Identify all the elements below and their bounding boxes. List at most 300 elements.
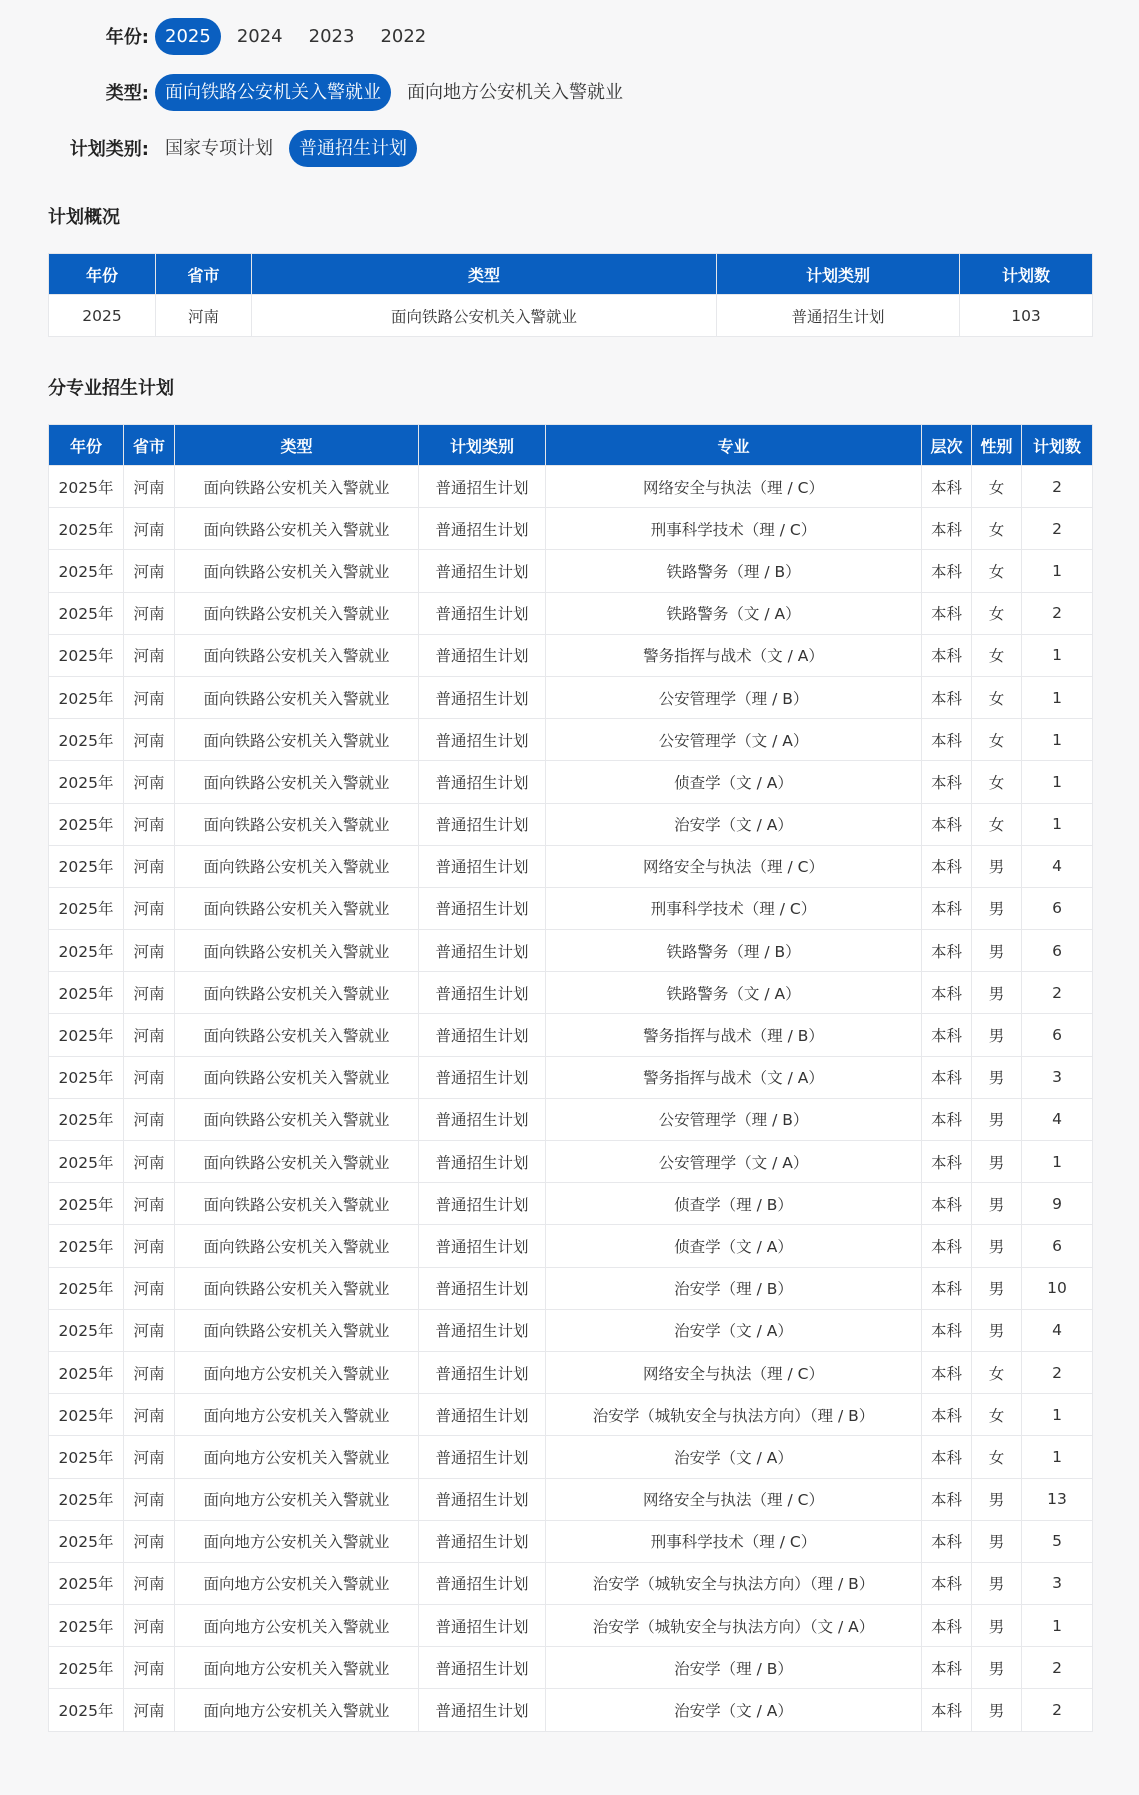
table-cell: 2025年 [49, 1014, 124, 1056]
overview-title: 计划概况 [48, 207, 120, 228]
table-cell: 2025年 [49, 1141, 124, 1183]
table-cell: 2025年 [49, 1394, 124, 1436]
plan-filter-label: 计划类别: [69, 139, 149, 160]
table-cell: 治安学（文 / A） [546, 1689, 922, 1731]
table-cell: 4 [1022, 1309, 1093, 1351]
table-cell: 女 [972, 761, 1022, 803]
overview-table [48, 253, 1093, 337]
table-cell: 男 [972, 1562, 1022, 1604]
table-cell: 本科 [922, 1351, 972, 1393]
table-cell: 2025年 [49, 972, 124, 1014]
table-cell: 2 [1022, 508, 1093, 550]
plan-options [155, 130, 417, 167]
table-cell: 本科 [922, 634, 972, 676]
table-cell: 女 [972, 1351, 1022, 1393]
table-cell: 河南 [124, 1436, 175, 1478]
table-cell: 面向地方公安机关入警就业 [175, 1394, 419, 1436]
table-cell: 本科 [922, 1478, 972, 1520]
table-cell: 本科 [922, 845, 972, 887]
table-row [49, 1605, 1093, 1647]
table-cell: 普通招生计划 [419, 845, 546, 887]
table-cell: 普通招生计划 [419, 592, 546, 634]
table-cell: 面向铁路公安机关入警就业 [175, 1014, 419, 1056]
table-cell: 面向地方公安机关入警就业 [175, 1647, 419, 1689]
table-cell: 男 [972, 1056, 1022, 1098]
table-cell: 面向铁路公安机关入警就业 [175, 972, 419, 1014]
table-cell: 2025年 [49, 845, 124, 887]
table-cell: 河南 [124, 1647, 175, 1689]
table-cell: 刑事科学技术（理 / C） [546, 508, 922, 550]
table-cell: 本科 [922, 972, 972, 1014]
table-cell: 普通招生计划 [717, 295, 960, 337]
table-cell: 公安管理学（文 / A） [546, 719, 922, 761]
table-cell: 2025年 [49, 930, 124, 972]
table-cell: 治安学（文 / A） [546, 1436, 922, 1478]
table-cell: 河南 [124, 508, 175, 550]
table-row [49, 972, 1093, 1014]
table-cell: 警务指挥与战术（文 / A） [546, 634, 922, 676]
table-cell: 本科 [922, 803, 972, 845]
table-cell: 治安学（理 / B） [546, 1267, 922, 1309]
table-cell: 本科 [922, 676, 972, 718]
table-cell: 河南 [124, 1098, 175, 1140]
table-cell: 4 [1022, 845, 1093, 887]
table-row [49, 845, 1093, 887]
table-cell: 2025年 [49, 887, 124, 929]
table-cell: 1 [1022, 1141, 1093, 1183]
table-cell: 男 [972, 1183, 1022, 1225]
table-cell: 2025年 [49, 676, 124, 718]
table-cell: 4 [1022, 1098, 1093, 1140]
year-option[interactable]: 2024 [236, 25, 283, 47]
table-cell: 1 [1022, 676, 1093, 718]
overview-header-cell: 计划类别 [717, 254, 960, 295]
table-row [49, 676, 1093, 718]
table-cell: 2025年 [49, 719, 124, 761]
table-cell: 普通招生计划 [419, 1309, 546, 1351]
table-cell: 2 [1022, 466, 1093, 508]
table-cell: 2025年 [49, 1520, 124, 1562]
table-cell: 女 [972, 634, 1022, 676]
table-row [49, 1689, 1093, 1731]
year-option[interactable]: 2025 [155, 18, 221, 55]
year-options [155, 18, 436, 55]
table-cell: 面向铁路公安机关入警就业 [175, 592, 419, 634]
table-cell: 普通招生计划 [419, 1225, 546, 1267]
table-cell: 9 [1022, 1183, 1093, 1225]
table-cell: 男 [972, 1098, 1022, 1140]
type-filter-label: 类型: [105, 83, 149, 104]
table-row [49, 1478, 1093, 1520]
table-cell: 6 [1022, 930, 1093, 972]
table-cell: 普通招生计划 [419, 803, 546, 845]
table-cell: 本科 [922, 1520, 972, 1562]
table-row [49, 508, 1093, 550]
table-cell: 网络安全与执法（理 / C） [546, 845, 922, 887]
table-row [49, 1394, 1093, 1436]
table-cell: 面向铁路公安机关入警就业 [175, 803, 419, 845]
table-row [49, 1351, 1093, 1393]
table-cell: 治安学（城轨安全与执法方向）（理 / B） [546, 1394, 922, 1436]
table-cell: 普通招生计划 [419, 466, 546, 508]
table-cell: 本科 [922, 1141, 972, 1183]
table-cell: 2025年 [49, 1056, 124, 1098]
type-options [155, 74, 633, 111]
table-cell: 普通招生计划 [419, 761, 546, 803]
year-filter-row [0, 17, 1139, 55]
table-cell: 1 [1022, 1436, 1093, 1478]
table-cell: 女 [972, 1394, 1022, 1436]
table-cell: 普通招生计划 [419, 1183, 546, 1225]
table-cell: 女 [972, 676, 1022, 718]
table-cell: 2025年 [49, 634, 124, 676]
table-cell: 6 [1022, 1225, 1093, 1267]
table-row [49, 1141, 1093, 1183]
table-cell: 2025年 [49, 1605, 124, 1647]
table-cell: 女 [972, 592, 1022, 634]
detail-header-cell: 计划数 [1022, 425, 1093, 466]
table-cell: 女 [972, 803, 1022, 845]
table-cell: 2025 [49, 295, 156, 337]
table-cell: 河南 [124, 1520, 175, 1562]
table-cell: 河南 [124, 1309, 175, 1351]
table-cell: 河南 [124, 1605, 175, 1647]
table-cell: 普通招生计划 [419, 1689, 546, 1731]
table-row [49, 634, 1093, 676]
table-cell: 面向铁路公安机关入警就业 [175, 1309, 419, 1351]
table-cell: 普通招生计划 [419, 1436, 546, 1478]
table-cell: 2025年 [49, 1562, 124, 1604]
table-cell: 本科 [922, 1436, 972, 1478]
table-cell: 面向铁路公安机关入警就业 [175, 1098, 419, 1140]
table-cell: 1 [1022, 719, 1093, 761]
table-cell: 面向地方公安机关入警就业 [175, 1520, 419, 1562]
table-cell: 刑事科学技术（理 / C） [546, 887, 922, 929]
table-cell: 普通招生计划 [419, 550, 546, 592]
table-cell: 2025年 [49, 1098, 124, 1140]
table-cell: 本科 [922, 761, 972, 803]
year-option[interactable]: 2022 [380, 25, 427, 47]
table-row [49, 761, 1093, 803]
overview-header-cell: 计划数 [960, 254, 1093, 295]
table-cell: 3 [1022, 1562, 1093, 1604]
table-cell: 2 [1022, 1351, 1093, 1393]
table-cell: 普通招生计划 [419, 634, 546, 676]
table-cell: 普通招生计划 [419, 1562, 546, 1604]
table-row [49, 1647, 1093, 1689]
year-option[interactable]: 2023 [308, 25, 355, 47]
table-cell: 2025年 [49, 1436, 124, 1478]
type-option[interactable]: 面向铁路公安机关入警就业 [155, 74, 391, 111]
table-cell: 本科 [922, 1267, 972, 1309]
table-cell: 河南 [124, 676, 175, 718]
table-cell: 面向铁路公安机关入警就业 [175, 1267, 419, 1309]
table-cell: 本科 [922, 1647, 972, 1689]
overview-header-cell: 年份 [49, 254, 156, 295]
table-cell: 警务指挥与战术（理 / B） [546, 1014, 922, 1056]
table-cell: 本科 [922, 466, 972, 508]
table-cell: 公安管理学（理 / B） [546, 676, 922, 718]
table-cell: 面向铁路公安机关入警就业 [175, 466, 419, 508]
table-cell: 河南 [124, 550, 175, 592]
table-cell: 治安学（城轨安全与执法方向）（理 / B） [546, 1562, 922, 1604]
table-cell: 面向铁路公安机关入警就业 [175, 930, 419, 972]
table-cell: 河南 [124, 719, 175, 761]
table-cell: 2025年 [49, 803, 124, 845]
table-cell: 男 [972, 1014, 1022, 1056]
table-cell: 河南 [124, 1689, 175, 1731]
table-cell: 男 [972, 930, 1022, 972]
table-cell: 2025年 [49, 1647, 124, 1689]
table-cell: 本科 [922, 1394, 972, 1436]
table-cell: 网络安全与执法（理 / C） [546, 466, 922, 508]
overview-header-cell: 省市 [156, 254, 252, 295]
table-cell: 面向地方公安机关入警就业 [175, 1605, 419, 1647]
table-cell: 2025年 [49, 1689, 124, 1731]
table-cell: 男 [972, 1225, 1022, 1267]
table-row [49, 550, 1093, 592]
detail-header-cell: 年份 [49, 425, 124, 466]
table-cell: 男 [972, 1478, 1022, 1520]
table-cell: 2025年 [49, 550, 124, 592]
detail-header-cell: 类型 [175, 425, 419, 466]
table-cell: 男 [972, 1267, 1022, 1309]
table-row [49, 803, 1093, 845]
table-cell: 面向铁路公安机关入警就业 [175, 1183, 419, 1225]
table-row [49, 1098, 1093, 1140]
table-cell: 河南 [124, 1394, 175, 1436]
table-cell: 面向铁路公安机关入警就业 [175, 887, 419, 929]
table-cell: 普通招生计划 [419, 1647, 546, 1689]
table-cell: 普通招生计划 [419, 719, 546, 761]
table-cell: 男 [972, 1141, 1022, 1183]
table-cell: 女 [972, 466, 1022, 508]
table-row [49, 1014, 1093, 1056]
table-cell: 本科 [922, 1562, 972, 1604]
table-cell: 面向铁路公安机关入警就业 [175, 634, 419, 676]
table-cell: 河南 [124, 1478, 175, 1520]
table-cell: 河南 [124, 761, 175, 803]
table-cell: 普通招生计划 [419, 676, 546, 718]
table-cell: 普通招生计划 [419, 1141, 546, 1183]
table-cell: 1 [1022, 803, 1093, 845]
table-row [49, 592, 1093, 634]
table-cell: 2025年 [49, 508, 124, 550]
table-cell: 2025年 [49, 1309, 124, 1351]
table-cell: 普通招生计划 [419, 887, 546, 929]
detail-header-cell: 省市 [124, 425, 175, 466]
table-cell: 面向铁路公安机关入警就业 [175, 761, 419, 803]
detail-table [48, 424, 1093, 1732]
table-cell: 铁路警务（理 / B） [546, 930, 922, 972]
table-row [49, 1562, 1093, 1604]
table-cell: 本科 [922, 930, 972, 972]
table-cell: 1 [1022, 634, 1093, 676]
detail-header-cell: 性别 [972, 425, 1022, 466]
table-row [49, 1267, 1093, 1309]
table-cell: 治安学（文 / A） [546, 803, 922, 845]
table-cell: 网络安全与执法（理 / C） [546, 1478, 922, 1520]
table-cell: 面向铁路公安机关入警就业 [175, 508, 419, 550]
table-row [49, 466, 1093, 508]
table-cell: 2025年 [49, 1267, 124, 1309]
table-cell: 本科 [922, 1605, 972, 1647]
table-cell: 治安学（城轨安全与执法方向）（文 / A） [546, 1605, 922, 1647]
table-cell: 面向铁路公安机关入警就业 [175, 845, 419, 887]
table-cell: 男 [972, 1309, 1022, 1351]
table-cell: 河南 [124, 634, 175, 676]
table-cell: 本科 [922, 592, 972, 634]
table-cell: 公安管理学（文 / A） [546, 1141, 922, 1183]
table-cell: 网络安全与执法（理 / C） [546, 1351, 922, 1393]
table-cell: 河南 [124, 845, 175, 887]
detail-header-cell: 计划类别 [419, 425, 546, 466]
table-cell: 2025年 [49, 1225, 124, 1267]
table-cell: 2 [1022, 1647, 1093, 1689]
table-cell: 河南 [124, 972, 175, 1014]
plan-filter-row [0, 129, 1139, 167]
table-cell: 侦查学（文 / A） [546, 761, 922, 803]
table-row [49, 1520, 1093, 1562]
table-cell: 普通招生计划 [419, 972, 546, 1014]
table-cell: 刑事科学技术（理 / C） [546, 1520, 922, 1562]
table-cell: 女 [972, 1436, 1022, 1478]
table-cell: 普通招生计划 [419, 1520, 546, 1562]
table-cell: 普通招生计划 [419, 1056, 546, 1098]
table-cell: 3 [1022, 1056, 1093, 1098]
table-cell: 6 [1022, 1014, 1093, 1056]
table-cell: 2 [1022, 972, 1093, 1014]
table-cell: 警务指挥与战术（文 / A） [546, 1056, 922, 1098]
table-cell: 面向铁路公安机关入警就业 [175, 550, 419, 592]
table-cell: 男 [972, 1689, 1022, 1731]
table-cell: 面向地方公安机关入警就业 [175, 1478, 419, 1520]
table-cell: 普通招生计划 [419, 1478, 546, 1520]
table-cell: 铁路警务（文 / A） [546, 972, 922, 1014]
table-cell: 本科 [922, 550, 972, 592]
table-cell: 面向地方公安机关入警就业 [175, 1436, 419, 1478]
table-cell: 5 [1022, 1520, 1093, 1562]
overview-header-cell: 类型 [252, 254, 717, 295]
table-cell: 普通招生计划 [419, 930, 546, 972]
detail-title: 分专业招生计划 [48, 378, 174, 399]
table-cell: 面向铁路公安机关入警就业 [175, 1056, 419, 1098]
table-cell: 面向铁路公安机关入警就业 [175, 719, 419, 761]
year-filter-label: 年份: [105, 27, 149, 48]
table-cell: 铁路警务（理 / B） [546, 550, 922, 592]
table-cell: 1 [1022, 1394, 1093, 1436]
table-cell: 铁路警务（文 / A） [546, 592, 922, 634]
detail-header-cell: 层次 [922, 425, 972, 466]
table-cell: 103 [960, 295, 1093, 337]
table-cell: 1 [1022, 1605, 1093, 1647]
table-cell: 河南 [124, 1267, 175, 1309]
type-option[interactable]: 面向地方公安机关入警就业 [407, 81, 623, 103]
table-cell: 本科 [922, 1056, 972, 1098]
table-cell: 普通招生计划 [419, 1267, 546, 1309]
table-cell: 河南 [124, 1056, 175, 1098]
overview-header-row [49, 254, 1093, 295]
table-cell: 普通招生计划 [419, 508, 546, 550]
plan-option[interactable]: 国家专项计划 [165, 137, 273, 159]
plan-option[interactable]: 普通招生计划 [289, 130, 417, 167]
table-row [49, 1056, 1093, 1098]
table-row [49, 1225, 1093, 1267]
table-cell: 河南 [124, 1225, 175, 1267]
table-cell: 本科 [922, 887, 972, 929]
table-row [49, 719, 1093, 761]
table-cell: 河南 [124, 803, 175, 845]
table-cell: 13 [1022, 1478, 1093, 1520]
table-row [49, 1309, 1093, 1351]
detail-header-row [49, 425, 1093, 466]
table-cell: 普通招生计划 [419, 1098, 546, 1140]
table-cell: 本科 [922, 1225, 972, 1267]
table-cell: 普通招生计划 [419, 1394, 546, 1436]
table-cell: 本科 [922, 719, 972, 761]
table-cell: 侦查学（理 / B） [546, 1183, 922, 1225]
table-cell: 面向铁路公安机关入警就业 [175, 1141, 419, 1183]
table-cell: 本科 [922, 1183, 972, 1225]
table-cell: 面向铁路公安机关入警就业 [175, 676, 419, 718]
table-cell: 本科 [922, 1689, 972, 1731]
table-cell: 河南 [156, 295, 252, 337]
table-cell: 2025年 [49, 1478, 124, 1520]
table-cell: 2025年 [49, 1351, 124, 1393]
table-cell: 2025年 [49, 761, 124, 803]
detail-header-cell: 专业 [546, 425, 922, 466]
table-cell: 2025年 [49, 592, 124, 634]
table-cell: 面向地方公安机关入警就业 [175, 1351, 419, 1393]
table-cell: 侦查学（文 / A） [546, 1225, 922, 1267]
table-cell: 男 [972, 1605, 1022, 1647]
table-cell: 男 [972, 845, 1022, 887]
table-cell: 2 [1022, 592, 1093, 634]
table-cell: 本科 [922, 508, 972, 550]
table-cell: 10 [1022, 1267, 1093, 1309]
type-filter-row [0, 73, 1139, 111]
table-cell: 普通招生计划 [419, 1351, 546, 1393]
table-cell: 女 [972, 719, 1022, 761]
table-cell: 治安学（理 / B） [546, 1647, 922, 1689]
table-cell: 治安学（文 / A） [546, 1309, 922, 1351]
table-cell: 河南 [124, 1351, 175, 1393]
table-cell: 河南 [124, 1562, 175, 1604]
table-cell: 男 [972, 887, 1022, 929]
table-cell: 本科 [922, 1309, 972, 1351]
table-cell: 男 [972, 1520, 1022, 1562]
table-cell: 2025年 [49, 466, 124, 508]
table-cell: 2 [1022, 1689, 1093, 1731]
table-cell: 公安管理学（理 / B） [546, 1098, 922, 1140]
table-cell: 普通招生计划 [419, 1014, 546, 1056]
table-cell: 2025年 [49, 1183, 124, 1225]
table-row [49, 1436, 1093, 1478]
table-cell: 河南 [124, 1014, 175, 1056]
table-cell: 男 [972, 1647, 1022, 1689]
table-cell: 面向铁路公安机关入警就业 [252, 295, 717, 337]
table-cell: 本科 [922, 1098, 972, 1140]
table-cell: 面向铁路公安机关入警就业 [175, 1225, 419, 1267]
table-cell: 河南 [124, 466, 175, 508]
table-cell: 男 [972, 972, 1022, 1014]
table-row [49, 887, 1093, 929]
table-cell: 1 [1022, 761, 1093, 803]
table-row [49, 1183, 1093, 1225]
table-row [49, 295, 1093, 337]
table-row [49, 930, 1093, 972]
table-cell: 6 [1022, 887, 1093, 929]
